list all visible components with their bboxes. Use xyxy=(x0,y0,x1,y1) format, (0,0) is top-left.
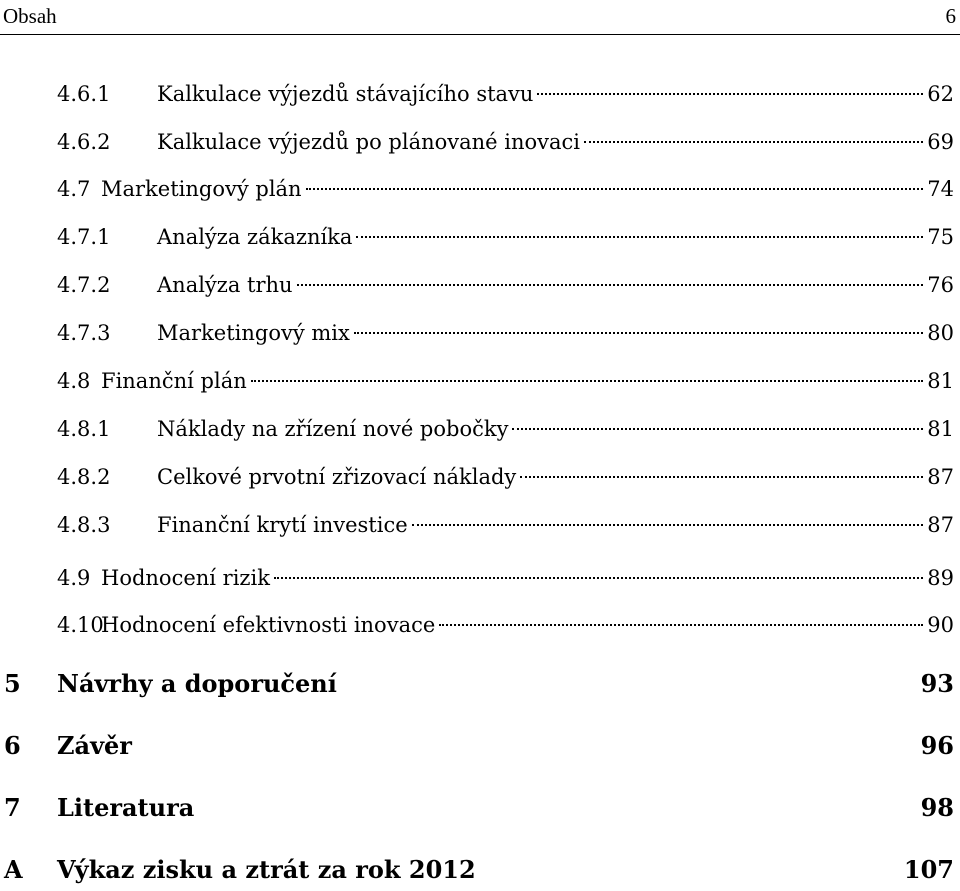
toc-entry-title: Hodnocení rizik xyxy=(101,566,270,590)
dot-leader xyxy=(356,236,923,238)
toc-entry-page: 76 xyxy=(927,273,954,297)
dot-leader xyxy=(584,141,923,143)
toc-entry-title: Finanční krytí investice xyxy=(157,513,408,537)
toc-entry-4-10[interactable] xyxy=(0,609,960,641)
toc-chapter-5[interactable] xyxy=(0,666,960,702)
toc-entry-page: 90 xyxy=(927,613,954,637)
toc-entry-page: 81 xyxy=(927,417,954,441)
toc-entry-4-8-3[interactable] xyxy=(0,509,960,541)
toc-entry-4-9[interactable] xyxy=(0,562,960,594)
toc-entry-4-6-2[interactable] xyxy=(0,126,960,158)
dot-leader xyxy=(274,577,923,579)
toc-entry-page: 74 xyxy=(927,177,954,201)
toc-entry-title: Analýza trhu xyxy=(157,273,293,297)
toc-entry-title: Kalkulace výjezdů po plánované inovaci xyxy=(157,130,581,154)
toc-entry-title: Hodnocení efektivnosti inovace xyxy=(101,613,436,637)
toc-entry-page: 80 xyxy=(927,321,954,345)
toc-entry-body xyxy=(157,78,954,110)
toc-entry-number: 4.10 xyxy=(57,613,104,637)
toc-entry-number: 4.6.2 xyxy=(57,130,111,154)
toc-entry-body xyxy=(157,317,954,349)
toc-entry-title: Marketingový plán xyxy=(101,177,302,201)
toc-entry-number: 4.7.3 xyxy=(57,321,111,345)
toc-entry-number: 4.8.2 xyxy=(57,465,111,489)
dot-leader xyxy=(439,624,923,626)
toc-chapter-7[interactable] xyxy=(0,790,960,826)
toc-appendix-a[interactable] xyxy=(0,852,960,888)
toc-chapter-number: 5 xyxy=(4,669,21,698)
toc-entry-number: 4.7.1 xyxy=(57,225,111,249)
toc-entry-title: Náklady na zřízení nové pobočky xyxy=(157,417,509,441)
toc-entry-title: Kalkulace výjezdů stávajícího stavu xyxy=(157,82,534,106)
toc-chapter-page: 96 xyxy=(920,731,954,760)
toc-entry-number: 4.8.1 xyxy=(57,417,111,441)
toc-entry-title: Finanční plán xyxy=(101,369,247,393)
toc-entry-4-8-2[interactable] xyxy=(0,461,960,493)
toc-entry-4-6-1[interactable] xyxy=(0,78,960,110)
toc-entry-4-8-1[interactable] xyxy=(0,413,960,445)
toc-entry-page: 62 xyxy=(927,82,954,106)
toc-entry-4-7-2[interactable] xyxy=(0,269,960,301)
toc-entry-body xyxy=(157,413,954,445)
dot-leader xyxy=(412,524,924,526)
toc-chapter-title: Závěr xyxy=(57,731,132,760)
dot-leader xyxy=(537,93,923,95)
toc-entry-4-7-1[interactable] xyxy=(0,221,960,253)
toc-chapter-page: 107 xyxy=(903,855,954,884)
toc-entry-body xyxy=(101,609,954,641)
toc-entry-body xyxy=(101,173,954,205)
page-header xyxy=(0,0,960,35)
toc-entry-body xyxy=(101,562,954,594)
toc-chapter-title: Výkaz zisku a ztrát za rok 2012 xyxy=(57,855,476,884)
dot-leader xyxy=(306,188,924,190)
header-title: Obsah xyxy=(3,4,57,28)
toc-entry-page: 75 xyxy=(927,225,954,249)
toc-chapter-page: 93 xyxy=(920,669,954,698)
toc-entry-title: Celkové prvotní zřizovací náklady xyxy=(157,465,517,489)
toc-entry-body xyxy=(157,509,954,541)
toc-entry-4-7[interactable] xyxy=(0,173,960,205)
toc-entry-page: 89 xyxy=(927,566,954,590)
toc-entry-page: 81 xyxy=(927,369,954,393)
toc-entry-number: 4.8.3 xyxy=(57,513,111,537)
toc-entry-title: Marketingový mix xyxy=(157,321,350,345)
toc-entry-body xyxy=(157,221,954,253)
toc-chapter-6[interactable] xyxy=(0,728,960,764)
dot-leader xyxy=(297,284,924,286)
toc-entry-number: 4.7.2 xyxy=(57,273,111,297)
toc-entry-page: 87 xyxy=(927,513,954,537)
dot-leader xyxy=(354,332,923,334)
toc-entry-body xyxy=(157,461,954,493)
toc-entry-4-7-3[interactable] xyxy=(0,317,960,349)
toc-entry-body xyxy=(157,126,954,158)
toc-entry-title: Analýza zákazníka xyxy=(157,225,353,249)
dot-leader xyxy=(251,380,924,382)
toc-entry-body xyxy=(101,365,954,397)
header-page-number: 6 xyxy=(945,4,956,28)
toc-chapter-title: Návrhy a doporučení xyxy=(57,669,337,698)
toc-entry-number: 4.6.1 xyxy=(57,82,111,106)
dot-leader xyxy=(512,428,923,430)
toc-entry-4-8[interactable] xyxy=(0,365,960,397)
toc-chapter-number: 6 xyxy=(4,731,21,760)
toc-entry-page: 87 xyxy=(927,465,954,489)
toc-chapter-number: A xyxy=(4,855,23,884)
dot-leader xyxy=(520,476,923,478)
toc-entry-number: 4.8 xyxy=(57,369,91,393)
toc-entry-body xyxy=(157,269,954,301)
toc-entry-page: 69 xyxy=(927,130,954,154)
toc-entry-number: 4.7 xyxy=(57,177,91,201)
toc-chapter-page: 98 xyxy=(920,793,954,822)
toc-chapter-number: 7 xyxy=(4,793,21,822)
toc-entry-number: 4.9 xyxy=(57,566,91,590)
toc-chapter-title: Literatura xyxy=(57,793,195,822)
